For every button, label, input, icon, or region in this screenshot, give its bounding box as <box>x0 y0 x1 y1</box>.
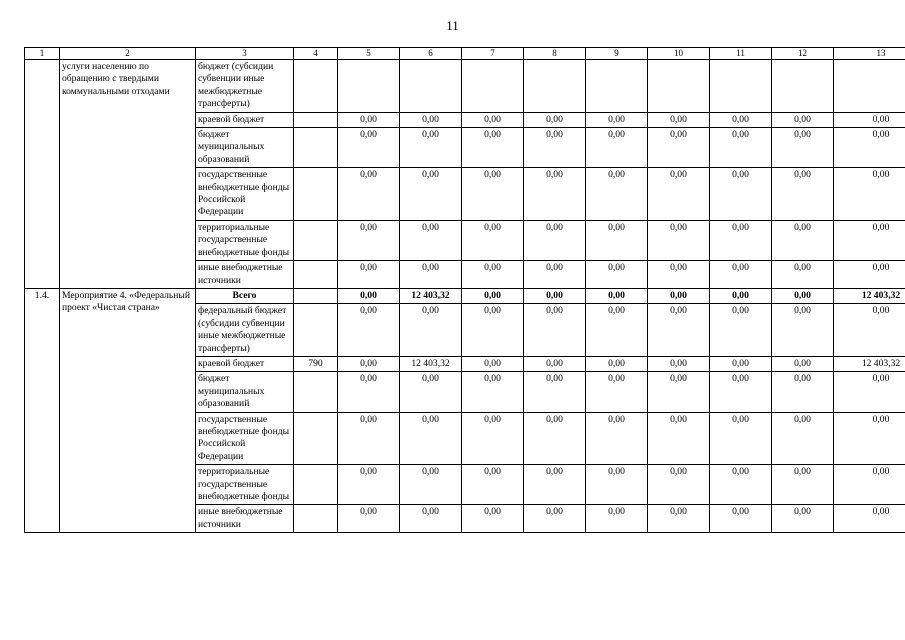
value-cell: 0,00 <box>338 356 400 371</box>
code-cell <box>294 505 338 533</box>
value-cell: 12 403,32 <box>834 356 905 371</box>
column-number-row <box>25 48 905 60</box>
funding-source-cell: краевой бюджет <box>196 112 294 127</box>
value-cell: 0,00 <box>524 304 586 357</box>
value-cell: 0,00 <box>772 505 834 533</box>
code-cell <box>294 412 338 465</box>
value-cell: 0,00 <box>710 465 772 505</box>
value-cell: 0,00 <box>710 168 772 221</box>
value-cell: 0,00 <box>462 261 524 289</box>
column-number-cell: 2 <box>60 48 196 60</box>
value-cell: 0,00 <box>772 168 834 221</box>
value-cell: 0,00 <box>586 356 648 371</box>
code-cell <box>294 465 338 505</box>
funding-source-cell: бюджет муниципальных образований <box>196 128 294 168</box>
value-cell: 0,00 <box>338 112 400 127</box>
value-cell: 0,00 <box>400 220 462 260</box>
column-number-cell: 11 <box>710 48 772 60</box>
item-title-cell: Мероприятие 4. «Федеральный проект «Чистая страна» <box>60 288 196 532</box>
value-cell: 0,00 <box>400 168 462 221</box>
value-cell: 0,00 <box>834 128 905 168</box>
table-row <box>25 288 905 303</box>
value-cell: 0,00 <box>462 112 524 127</box>
column-number-cell: 3 <box>196 48 294 60</box>
value-cell: 0,00 <box>400 304 462 357</box>
value-cell: 0,00 <box>524 288 586 303</box>
code-cell <box>294 261 338 289</box>
value-cell: 0,00 <box>834 220 905 260</box>
code-cell: 790 <box>294 356 338 371</box>
value-cell: 0,00 <box>648 304 710 357</box>
value-cell: 0,00 <box>586 412 648 465</box>
funding-source-cell: бюджет муниципальных образований <box>196 372 294 412</box>
item-title-cell: услуги населению по обращению с твердыми коммунальными отходами <box>60 60 196 289</box>
code-cell <box>294 220 338 260</box>
column-number-cell: 1 <box>25 48 60 60</box>
funding-source-cell: Всего <box>196 288 294 303</box>
value-cell: 0,00 <box>462 356 524 371</box>
value-cell: 0,00 <box>648 128 710 168</box>
value-cell: 0,00 <box>400 465 462 505</box>
code-cell <box>294 168 338 221</box>
value-cell: 0,00 <box>772 261 834 289</box>
value-cell <box>772 60 834 113</box>
value-cell <box>710 60 772 113</box>
value-cell <box>586 60 648 113</box>
value-cell: 0,00 <box>586 261 648 289</box>
value-cell: 0,00 <box>710 128 772 168</box>
value-cell: 0,00 <box>524 261 586 289</box>
value-cell <box>524 60 586 113</box>
value-cell: 0,00 <box>710 112 772 127</box>
value-cell: 0,00 <box>834 261 905 289</box>
value-cell: 0,00 <box>400 372 462 412</box>
value-cell: 0,00 <box>710 220 772 260</box>
value-cell: 0,00 <box>710 412 772 465</box>
value-cell: 0,00 <box>834 112 905 127</box>
funding-source-cell: государственные внебюджетные фонды Российской Федерации <box>196 168 294 221</box>
column-number-cell: 9 <box>586 48 648 60</box>
value-cell: 0,00 <box>338 168 400 221</box>
value-cell: 0,00 <box>400 505 462 533</box>
code-cell <box>294 128 338 168</box>
value-cell: 0,00 <box>648 288 710 303</box>
value-cell: 0,00 <box>586 288 648 303</box>
value-cell: 0,00 <box>772 412 834 465</box>
value-cell: 0,00 <box>524 220 586 260</box>
value-cell: 0,00 <box>400 112 462 127</box>
value-cell: 0,00 <box>462 128 524 168</box>
value-cell: 0,00 <box>586 505 648 533</box>
value-cell: 0,00 <box>338 505 400 533</box>
value-cell: 0,00 <box>772 372 834 412</box>
code-cell <box>294 288 338 303</box>
value-cell: 0,00 <box>772 288 834 303</box>
column-number-cell: 6 <box>400 48 462 60</box>
value-cell: 0,00 <box>524 412 586 465</box>
value-cell: 12 403,32 <box>400 288 462 303</box>
code-cell <box>294 304 338 357</box>
value-cell: 0,00 <box>400 261 462 289</box>
value-cell: 0,00 <box>772 128 834 168</box>
value-cell: 0,00 <box>586 372 648 412</box>
value-cell: 0,00 <box>524 168 586 221</box>
value-cell: 0,00 <box>586 112 648 127</box>
value-cell: 0,00 <box>648 465 710 505</box>
funding-source-cell: территориальные государственные внебюджетные фонды <box>196 465 294 505</box>
value-cell: 0,00 <box>586 465 648 505</box>
value-cell: 0,00 <box>710 356 772 371</box>
code-cell <box>294 112 338 127</box>
value-cell: 0,00 <box>586 220 648 260</box>
page-number: 11 <box>446 18 459 33</box>
value-cell <box>400 60 462 113</box>
column-number-cell: 13 <box>834 48 905 60</box>
value-cell: 0,00 <box>462 505 524 533</box>
value-cell: 0,00 <box>586 128 648 168</box>
value-cell: 0,00 <box>710 304 772 357</box>
value-cell: 0,00 <box>834 505 905 533</box>
code-cell <box>294 60 338 113</box>
value-cell: 0,00 <box>772 356 834 371</box>
column-number-cell: 4 <box>294 48 338 60</box>
value-cell: 0,00 <box>648 261 710 289</box>
value-cell: 0,00 <box>648 412 710 465</box>
value-cell: 0,00 <box>524 112 586 127</box>
value-cell: 0,00 <box>462 412 524 465</box>
value-cell: 0,00 <box>524 465 586 505</box>
value-cell: 0,00 <box>772 112 834 127</box>
value-cell: 0,00 <box>710 505 772 533</box>
value-cell: 0,00 <box>834 168 905 221</box>
column-number-cell: 8 <box>524 48 586 60</box>
value-cell: 0,00 <box>338 288 400 303</box>
value-cell: 0,00 <box>338 372 400 412</box>
value-cell: 0,00 <box>772 304 834 357</box>
value-cell: 0,00 <box>834 304 905 357</box>
column-number-cell: 10 <box>648 48 710 60</box>
value-cell: 0,00 <box>462 168 524 221</box>
value-cell: 0,00 <box>648 220 710 260</box>
value-cell: 0,00 <box>834 465 905 505</box>
funding-source-cell: федеральный бюджет (субсидии субвенции иные межбюджетные трансферты) <box>196 304 294 357</box>
value-cell: 0,00 <box>772 220 834 260</box>
value-cell: 12 403,32 <box>834 288 905 303</box>
value-cell: 0,00 <box>338 261 400 289</box>
value-cell: 12 403,32 <box>400 356 462 371</box>
value-cell: 0,00 <box>648 505 710 533</box>
funding-source-cell: иные внебюджетные источники <box>196 261 294 289</box>
column-number-cell: 5 <box>338 48 400 60</box>
value-cell <box>648 60 710 113</box>
funding-source-cell: краевой бюджет <box>196 356 294 371</box>
column-number-cell: 7 <box>462 48 524 60</box>
item-index-cell: 1.4. <box>25 288 60 532</box>
value-cell: 0,00 <box>462 304 524 357</box>
value-cell: 0,00 <box>524 372 586 412</box>
value-cell: 0,00 <box>648 168 710 221</box>
code-cell <box>294 372 338 412</box>
item-index-cell <box>25 60 60 289</box>
value-cell: 0,00 <box>710 261 772 289</box>
value-cell: 0,00 <box>400 128 462 168</box>
value-cell: 0,00 <box>400 412 462 465</box>
value-cell: 0,00 <box>648 112 710 127</box>
value-cell: 0,00 <box>586 168 648 221</box>
budget-table <box>24 47 905 533</box>
funding-source-cell: государственные внебюджетные фонды Российской Федерации <box>196 412 294 465</box>
funding-source-cell: бюджет (субсидии субвенции иные межбюджетные трансферты) <box>196 60 294 113</box>
value-cell: 0,00 <box>834 372 905 412</box>
value-cell: 0,00 <box>772 465 834 505</box>
value-cell: 0,00 <box>338 128 400 168</box>
table-row <box>25 60 905 113</box>
value-cell: 0,00 <box>338 412 400 465</box>
value-cell: 0,00 <box>648 372 710 412</box>
value-cell: 0,00 <box>462 288 524 303</box>
value-cell: 0,00 <box>462 372 524 412</box>
value-cell: 0,00 <box>648 356 710 371</box>
value-cell: 0,00 <box>462 465 524 505</box>
value-cell: 0,00 <box>338 304 400 357</box>
funding-source-cell: территориальные государственные внебюджетные фонды <box>196 220 294 260</box>
value-cell: 0,00 <box>710 372 772 412</box>
value-cell <box>338 60 400 113</box>
value-cell: 0,00 <box>834 412 905 465</box>
value-cell <box>462 60 524 113</box>
value-cell: 0,00 <box>710 288 772 303</box>
value-cell: 0,00 <box>462 220 524 260</box>
value-cell: 0,00 <box>524 356 586 371</box>
value-cell: 0,00 <box>524 128 586 168</box>
value-cell <box>834 60 905 113</box>
value-cell: 0,00 <box>338 465 400 505</box>
value-cell: 0,00 <box>524 505 586 533</box>
funding-source-cell: иные внебюджетные источники <box>196 505 294 533</box>
column-number-cell: 12 <box>772 48 834 60</box>
value-cell: 0,00 <box>338 220 400 260</box>
value-cell: 0,00 <box>586 304 648 357</box>
